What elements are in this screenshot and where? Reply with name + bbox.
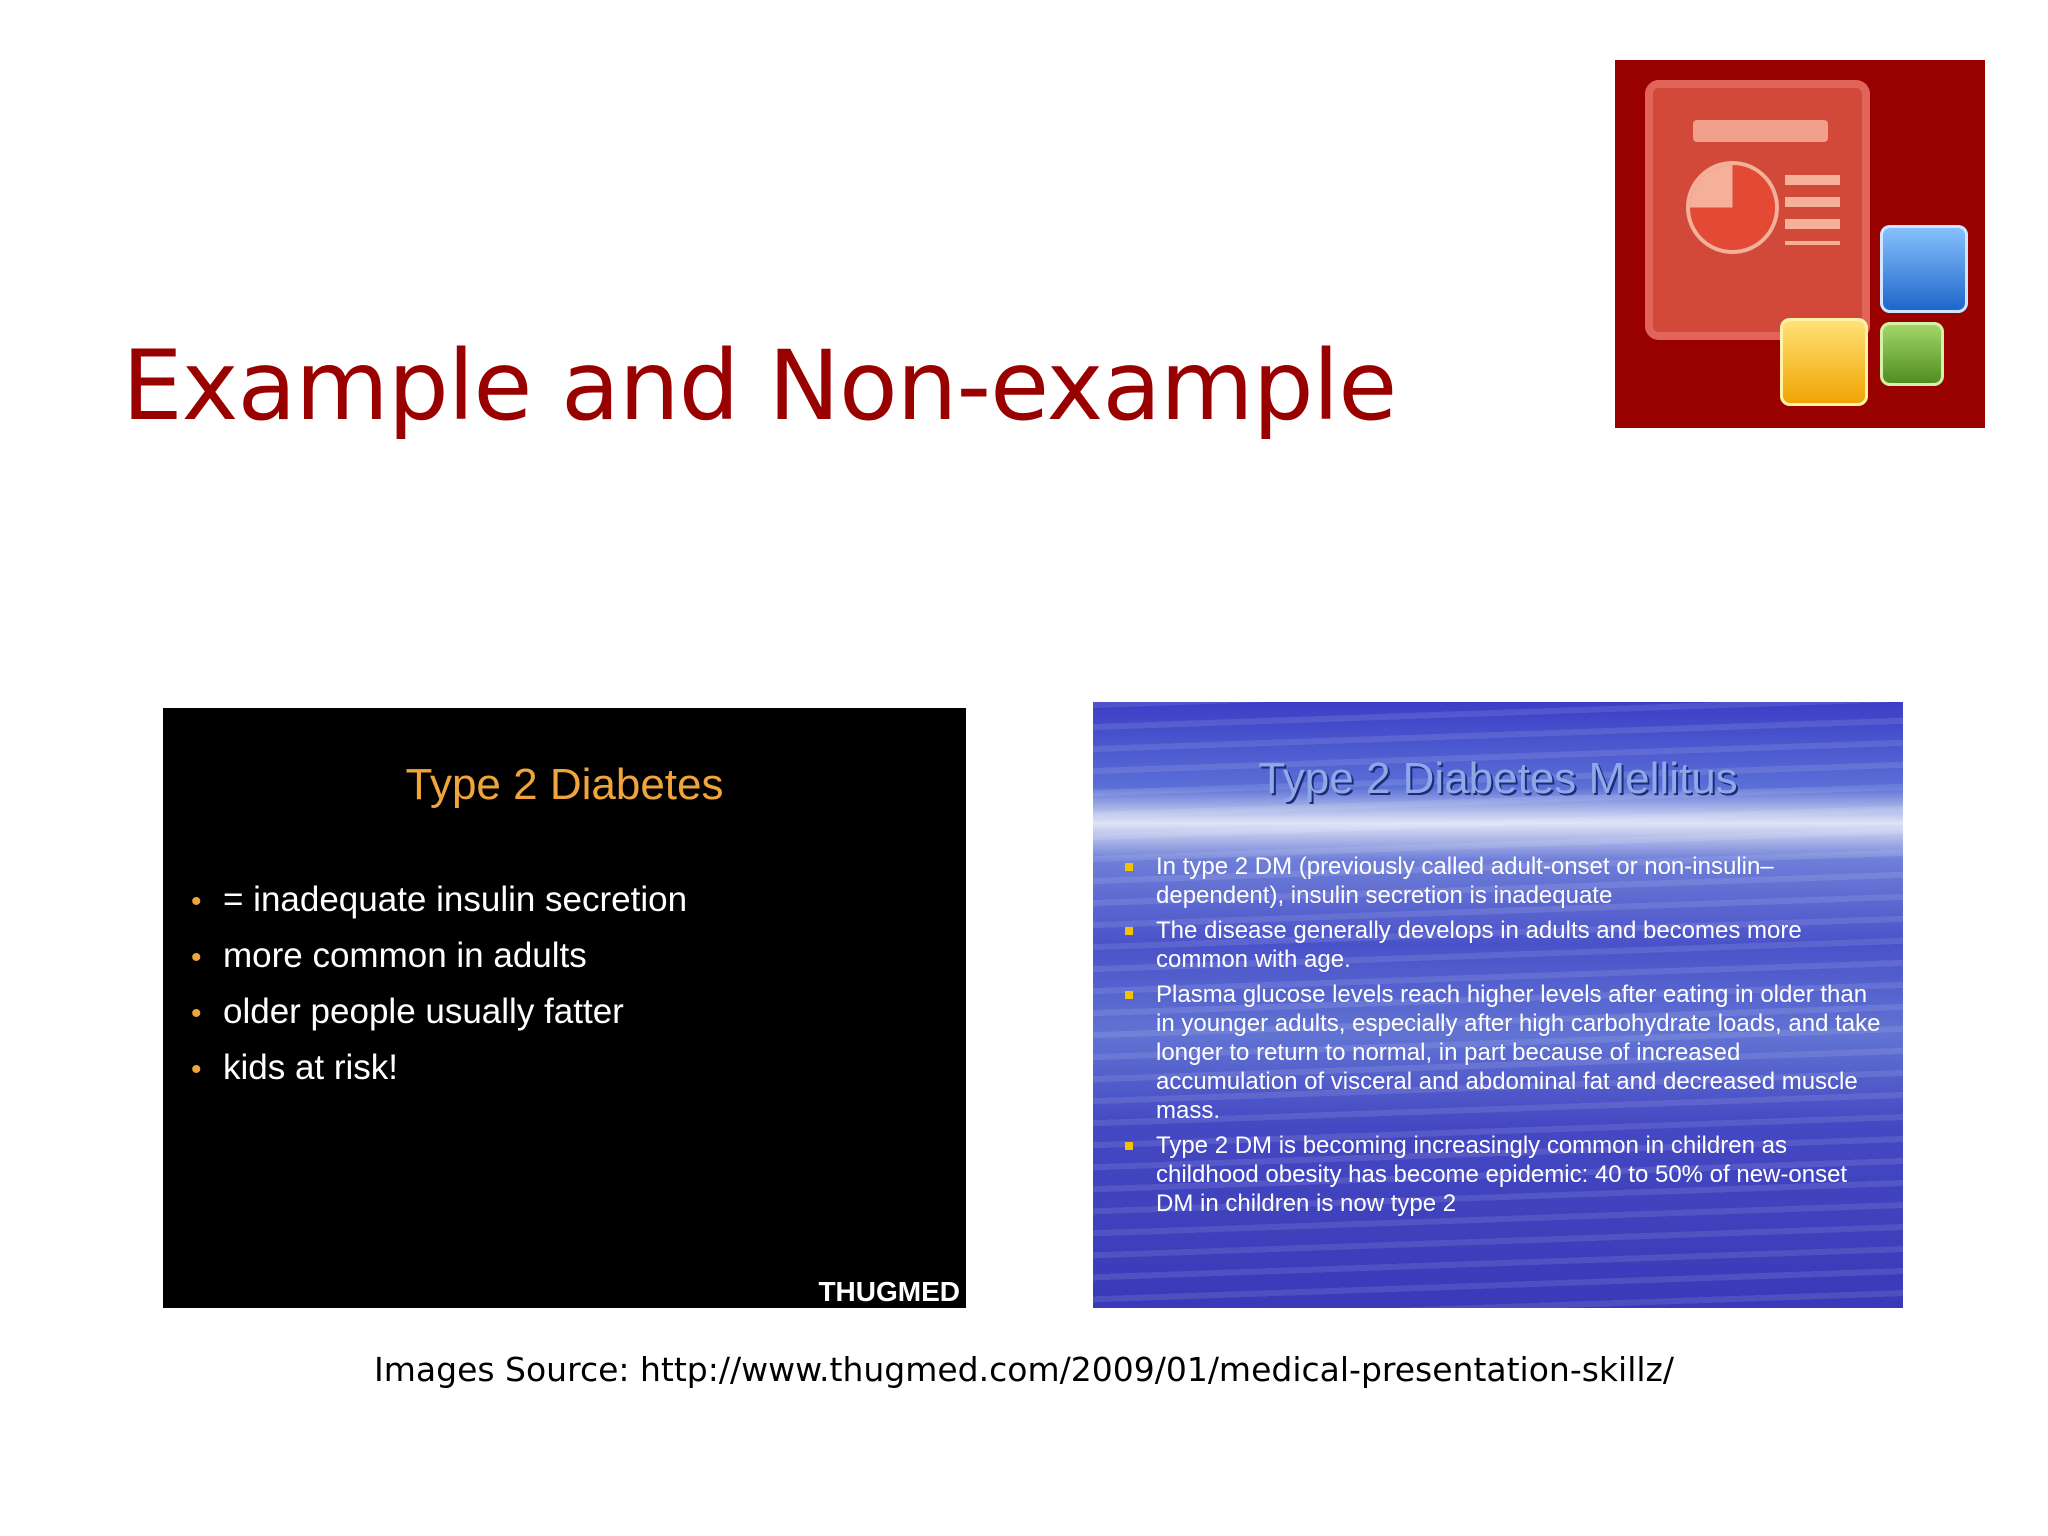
bullet-text: In type 2 DM (previously called adult-onset or non-insulin–dependent), insulin secretion is inadequate — [1156, 853, 1774, 909]
bullet-icon: • — [191, 941, 202, 974]
example-slide-image — [163, 708, 966, 1308]
bullet-text: more common in adults — [223, 936, 587, 975]
bullet-text: = inadequate insulin secretion — [223, 880, 688, 919]
non-example-bullet-list — [1123, 852, 1883, 1224]
image-source-caption: Images Source: http://www.thugmed.com/2009/01/medical-presentation-skillz/ — [374, 1350, 1674, 1389]
bullet-icon — [1125, 927, 1133, 935]
list-item — [191, 985, 687, 1041]
watermark: THUGMED — [818, 1276, 960, 1307]
bullet-icon — [1125, 863, 1133, 871]
bullet-text: older people usually fatter — [223, 992, 624, 1031]
list-item — [1123, 1131, 1883, 1218]
list-item — [1123, 980, 1883, 1125]
list-item — [1123, 852, 1883, 910]
bullet-icon: • — [191, 1053, 202, 1086]
slide-document-icon — [1645, 80, 1870, 340]
presentation-app-icon — [1615, 60, 1985, 428]
list-item — [191, 873, 687, 929]
list-item — [191, 1041, 687, 1097]
slide-title: Example and Non-example — [122, 330, 1397, 442]
pie-chart-icon — [1690, 165, 1775, 250]
example-bullet-list — [191, 873, 687, 1097]
list-item — [191, 929, 687, 985]
bullet-text: kids at risk! — [223, 1048, 399, 1087]
example-slide-title: Type 2 Diabetes — [405, 760, 724, 809]
non-example-slide-image — [1093, 702, 1903, 1308]
bullet-icon — [1125, 1142, 1133, 1150]
bullet-text: Plasma glucose levels reach higher levels after eating in older than in younger adults, especially after high carbohydrate loads, and take longer to return to normal, in part because of increased accumulation of visceral and abdominal fat and decreased muscle mass. — [1156, 981, 1881, 1124]
list-icon — [1785, 175, 1840, 245]
bullet-text: The disease generally develops in adults and becomes more common with age. — [1156, 917, 1802, 973]
yellow-tile-icon — [1780, 318, 1868, 406]
list-item — [1123, 916, 1883, 974]
title-bar-shape — [1693, 120, 1828, 142]
green-tile-icon — [1880, 322, 1944, 386]
non-example-slide-title: Type 2 Diabetes Mellitus — [1258, 754, 1738, 803]
bullet-icon: • — [191, 885, 202, 918]
bullet-icon: • — [191, 997, 202, 1030]
blue-tile-icon — [1880, 225, 1968, 313]
bullet-text: Type 2 DM is becoming increasingly common in children as childhood obesity has become epidemic: 40 to 50% of new-onset DM in children is now type 2 — [1156, 1132, 1848, 1217]
bullet-icon — [1125, 991, 1133, 999]
